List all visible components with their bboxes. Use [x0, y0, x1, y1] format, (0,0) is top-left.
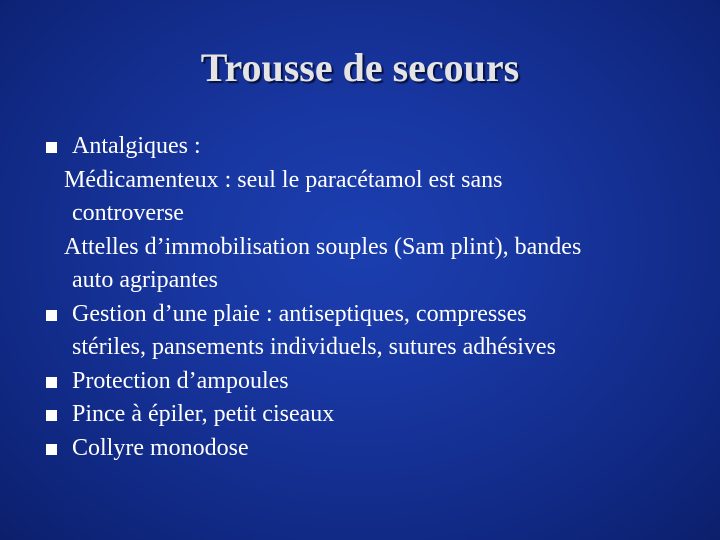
list-item-antalgiques — [46, 130, 686, 164]
item-text-line: controverse — [72, 200, 184, 226]
square-bullet-icon — [46, 377, 57, 388]
square-bullet-icon — [46, 410, 57, 421]
square-bullet-icon — [46, 444, 57, 455]
list-item-protection-ampoules — [46, 365, 686, 399]
item-text-line: Gestion d’une plaie : antiseptiques, compresses — [72, 300, 527, 327]
list-item-medicamenteux — [46, 164, 686, 231]
list-item-gestion-plaie — [46, 298, 686, 365]
slide-title: Trousse de secours — [200, 45, 520, 90]
square-bullet-icon — [46, 310, 57, 321]
item-text-line: Antalgiques : — [72, 133, 201, 159]
square-bullet-icon — [46, 142, 57, 153]
item-text-line: Collyre monodose — [72, 434, 249, 461]
item-text-line: Attelles d’immobilisation souples (Sam plint), bandes — [64, 233, 582, 260]
list-item-collyre — [46, 432, 686, 466]
list-item-pince — [46, 398, 686, 432]
item-text-line: stériles, pansements individuels, sutures adhésives — [72, 334, 556, 360]
item-text-line: Médicamenteux : seul le paracétamol est sans — [64, 166, 503, 193]
list-item-attelles — [46, 231, 686, 298]
item-text-line: auto agripantes — [72, 267, 218, 293]
slide-body — [46, 130, 686, 465]
item-text-line: Protection d’ampoules — [72, 367, 289, 394]
item-text-line: Pince à épiler, petit ciseaux — [72, 401, 335, 427]
